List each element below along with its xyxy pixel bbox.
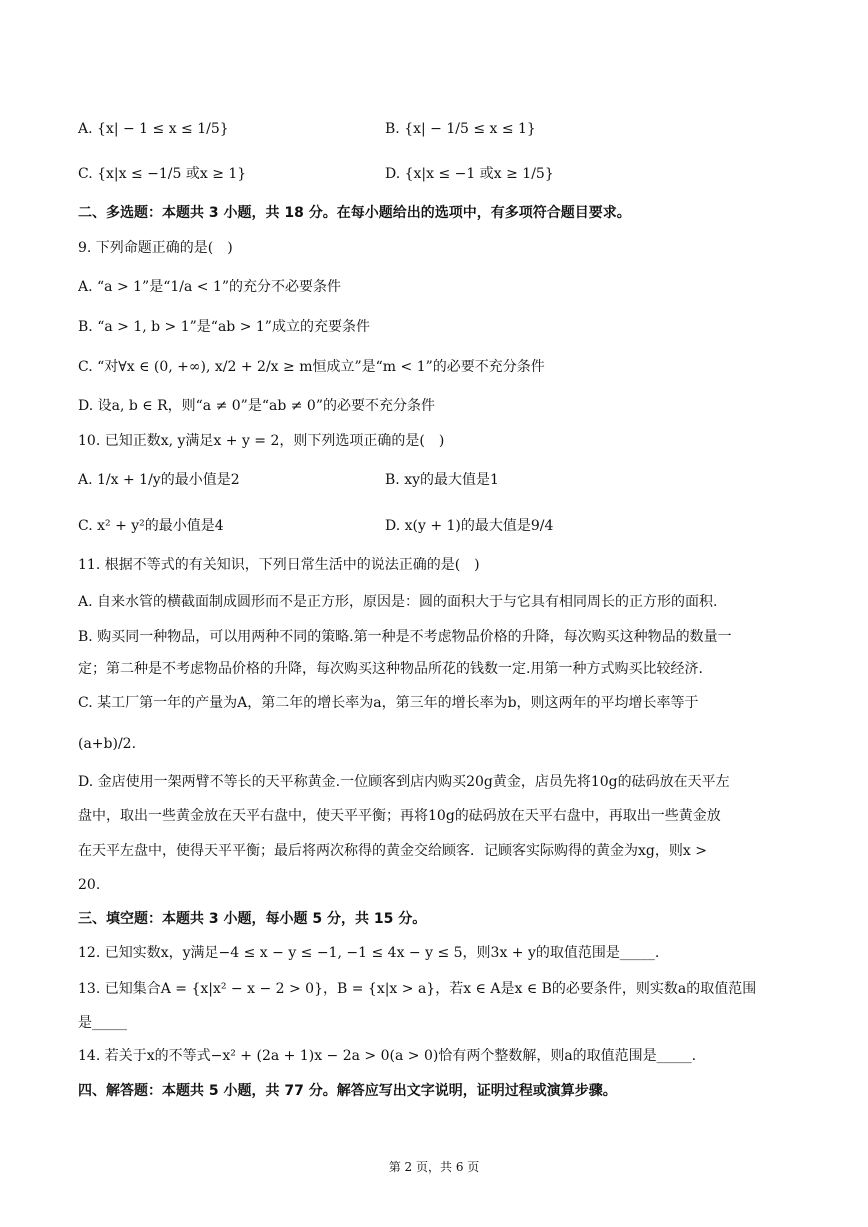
q8-option-b: B. {x| − 1/5 ≤ x ≤ 1} bbox=[385, 121, 536, 137]
q9-option-b: B. “a > 1, b > 1”是“ab > 1”成立的充要条件 bbox=[78, 319, 370, 335]
page-footer: 第 2 页，共 6 页 bbox=[388, 1160, 480, 1174]
q8-option-a: A. {x| − 1 ≤ x ≤ 1/5} bbox=[78, 121, 229, 137]
q10-option-b: B. xy的最大值是1 bbox=[385, 472, 499, 488]
q11-option-d-line2: 盘中，取出一些黄金放在天平右盘中，使天平平衡；再将10g的砝码放在天平右盘中，再取出一些黄金放 bbox=[78, 808, 721, 824]
q11-option-b-line2: 定；第二种是不考虑物品价格的升降，每次购买这种物品所花的钱数一定.用第一种方式购买比较经济. bbox=[78, 661, 703, 677]
q12-text: 12. 已知实数x，y满足−4 ≤ x − y ≤ −1, −1 ≤ 4x − y ≤ 5，则3x + y的取值范围是_____. bbox=[78, 945, 660, 961]
section4-heading: 四、解答题：本题共 5 小题，共 77 分。解答应写出文字说明，证明过程或演算步骤。 bbox=[78, 1083, 617, 1099]
section2-heading: 二、多选题：本题共 3 小题，共 18 分。在每小题给出的选项中，有多项符合题目要求。 bbox=[78, 205, 631, 221]
q10-option-a: A. 1/x + 1/y的最小值是2 bbox=[78, 472, 240, 488]
q13-text-line1: 13. 已知集合A = {x|x² − x − 2 > 0}，B = {x|x > a}，若x ∈ A是x ∈ B的必要条件，则实数a的取值范围 bbox=[78, 981, 757, 997]
q9-option-d: D. 设a, b ∈ R，则“a ≠ 0”是“ab ≠ 0”的必要不充分条件 bbox=[78, 398, 435, 414]
q11-option-b-line1: B. 购买同一种物品，可以用两种不同的策略.第一种是不考虑物品价格的升降，每次购买这种物品的数量一 bbox=[78, 629, 732, 645]
q10-stem: 10. 已知正数x, y满足x + y = 2，则下列选项正确的是( ) bbox=[78, 433, 445, 449]
q11-option-d-line4: 20. bbox=[78, 877, 101, 893]
section3-heading: 三、填空题：本题共 3 小题，每小题 5 分，共 15 分。 bbox=[78, 911, 427, 927]
q11-option-c-line1: C. 某工厂第一年的产量为A，第二年的增长率为a，第三年的增长率为b，则这两年的平均增长率等于 bbox=[78, 695, 699, 711]
q11-option-d-line3: 在天平左盘中，使得天平平衡；最后将两次称得的黄金交给顾客．记顾客实际购得的黄金为xg，则x > bbox=[78, 843, 707, 859]
q14-text: 14. 若关于x的不等式−x² + (2a + 1)x − 2a > 0(a > 0)恰有两个整数解，则a的取值范围是_____. bbox=[78, 1048, 697, 1064]
q9-option-c: C. “对∀x ∈ (0, +∞), x/2 + 2/x ≥ m恒成立”是“m < 1”的必要不充分条件 bbox=[78, 359, 545, 375]
q8-option-d: D. {x|x ≤ −1 或x ≥ 1/5} bbox=[385, 166, 554, 182]
q11-option-c-line2: (a+b)/2. bbox=[78, 736, 137, 752]
q8-option-c: C. {x|x ≤ −1/5 或x ≥ 1} bbox=[78, 166, 247, 182]
q13-text-line2: 是_____ bbox=[78, 1015, 127, 1031]
q11-option-d-line1: D. 金店使用一架两臂不等长的天平称黄金.一位顾客到店内购买20g黄金，店员先将10g的砝码放在天平左 bbox=[78, 774, 730, 790]
q10-option-d: D. x(y + 1)的最大值是9/4 bbox=[385, 518, 554, 534]
q10-option-c: C. x² + y²的最小值是4 bbox=[78, 518, 224, 534]
q9-option-a: A. “a > 1”是“1/a < 1”的充分不必要条件 bbox=[78, 279, 342, 295]
q9-stem: 9. 下列命题正确的是( ) bbox=[78, 240, 233, 256]
q11-option-a: A. 自来水管的横截面制成圆形而不是正方形，原因是：圆的面积大于与它具有相同周长的正方形的面积. bbox=[78, 594, 718, 610]
q11-stem: 11. 根据不等式的有关知识，下列日常生活中的说法正确的是( ) bbox=[78, 557, 480, 573]
